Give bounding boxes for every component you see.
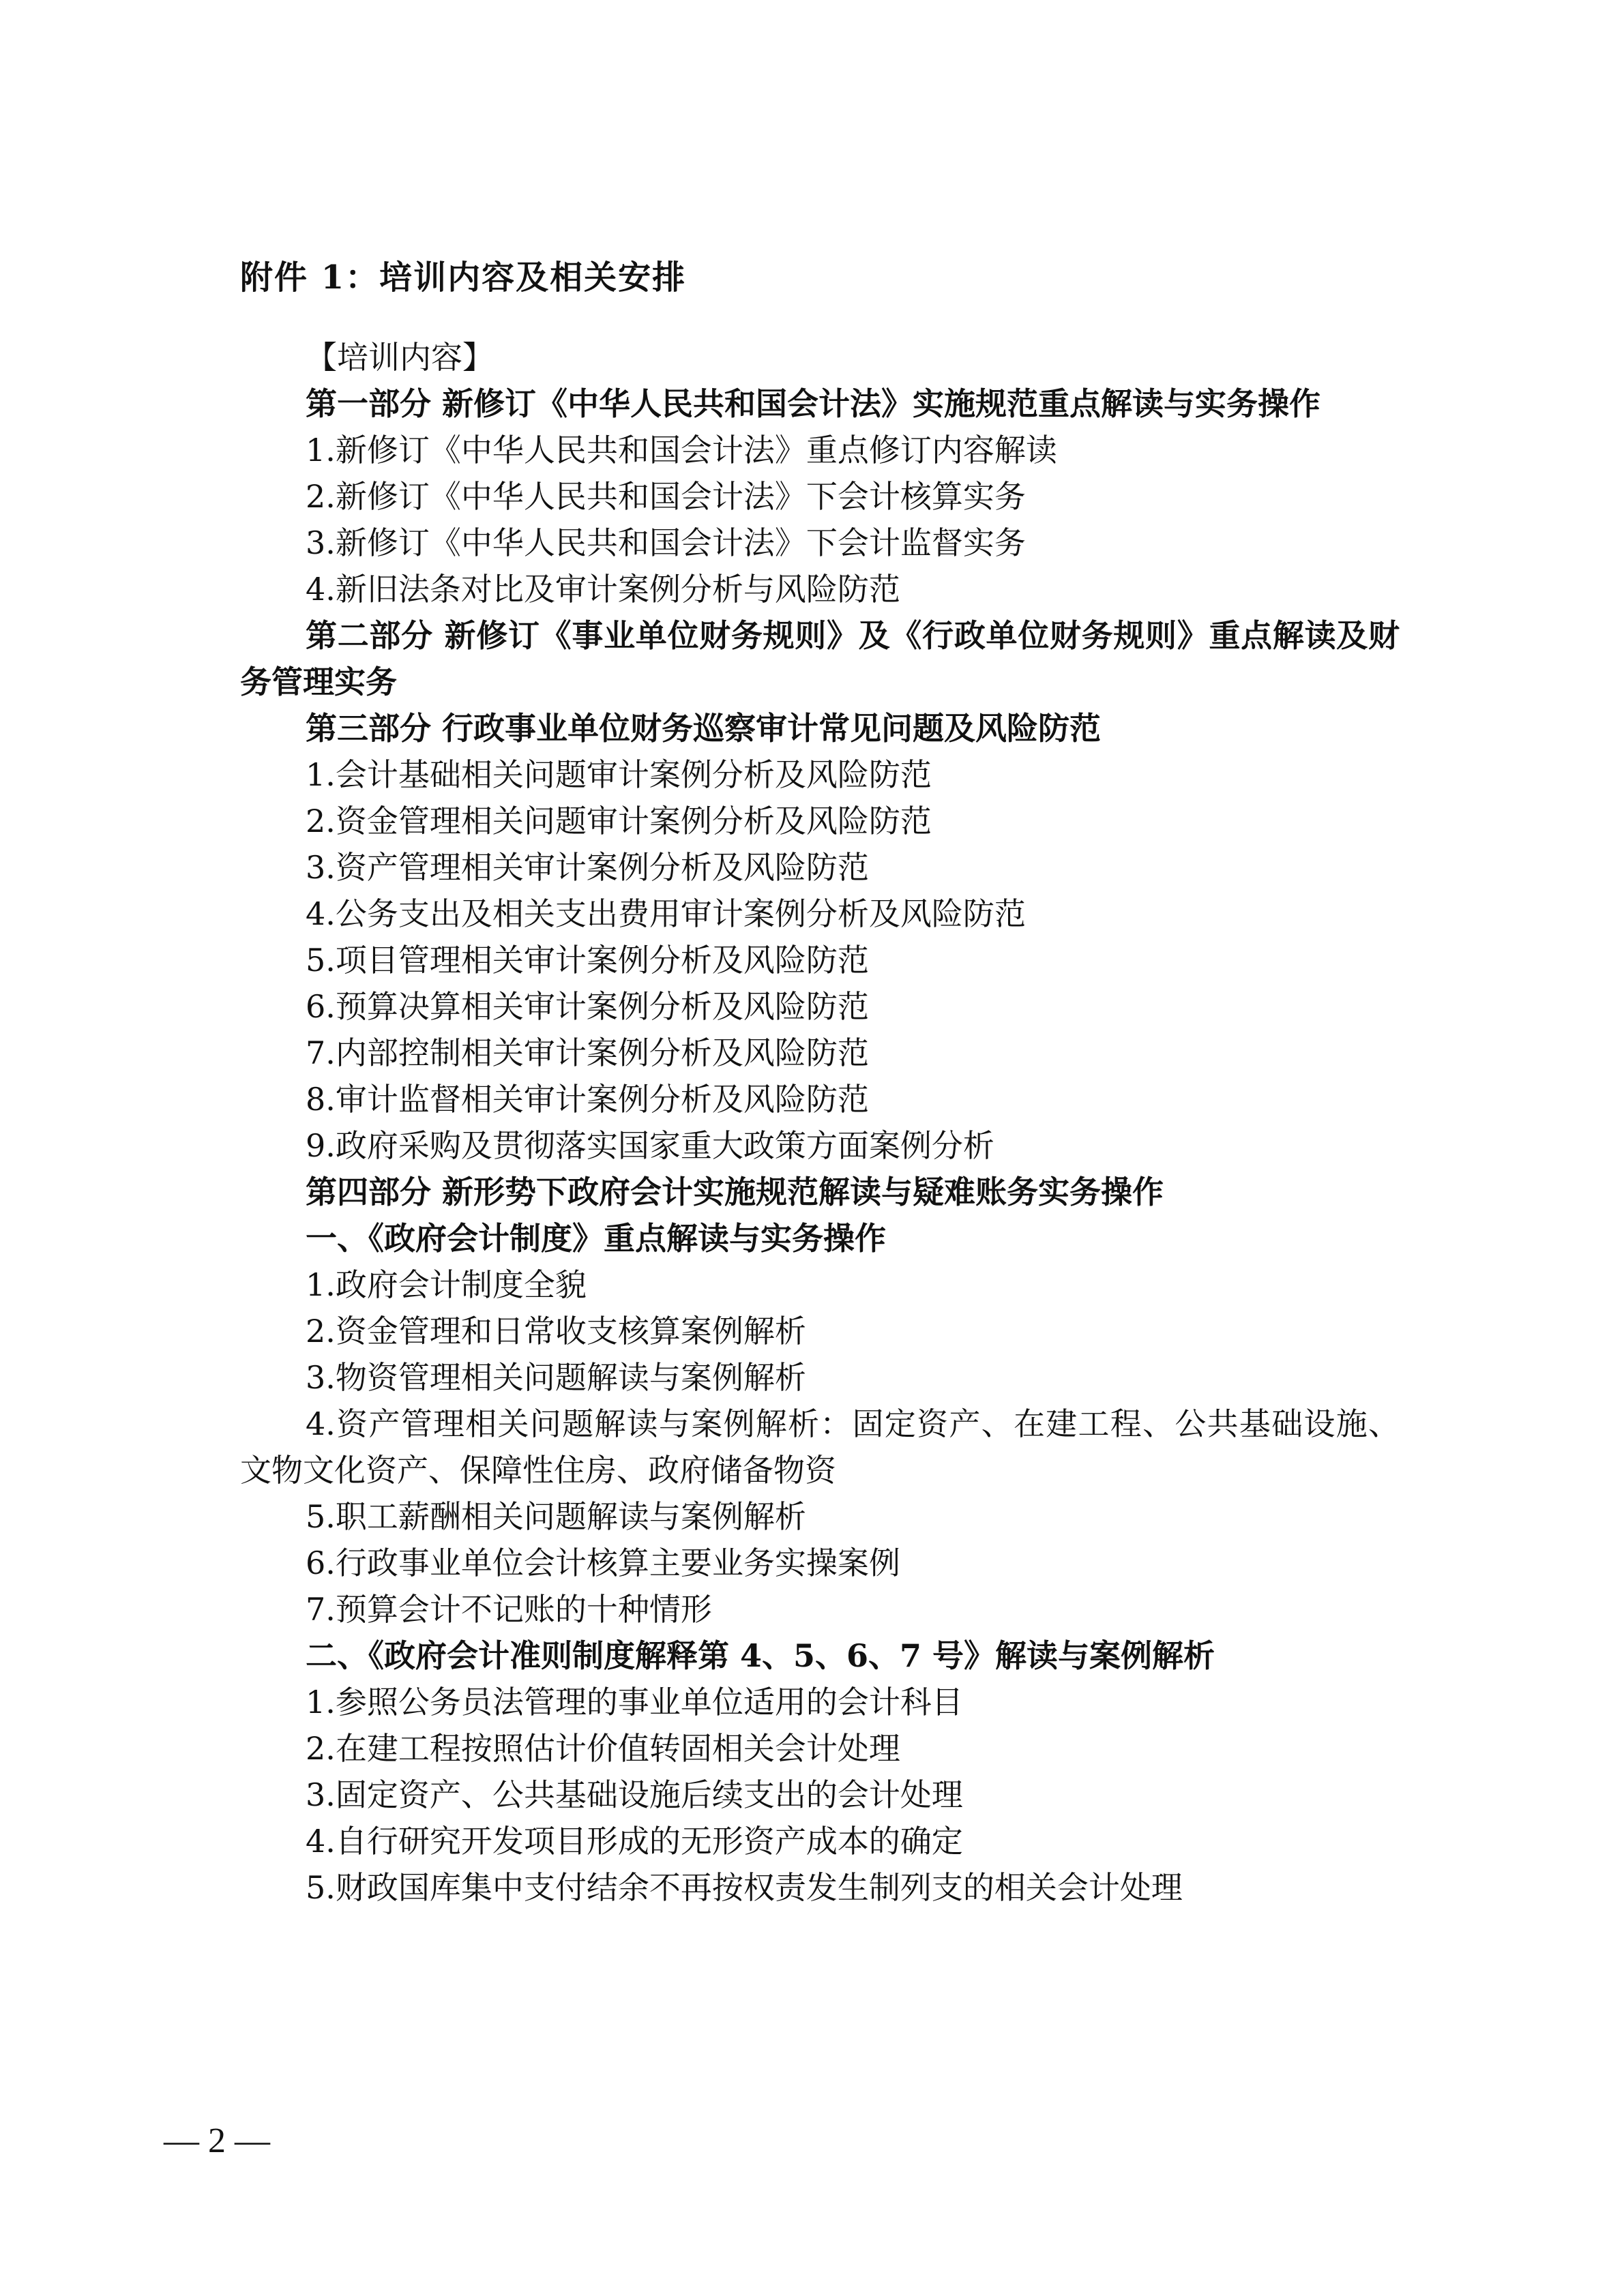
part4-sub2-item: 2.在建工程按照估计价值转固相关会计处理 [306, 1730, 900, 1767]
part4-title: 第四部分 新形势下政府会计实施规范解读与疑难账务实务操作 [306, 1174, 1164, 1210]
part1-title: 第一部分 新修订《中华人民共和国会计法》实施规范重点解读与实务操作 [306, 385, 1321, 422]
part4-sub2-title: 二、《政府会计准则制度解释第 4、5、6、7 号》解读与案例解析 [306, 1637, 1215, 1674]
part3-item: 5.项目管理相关审计案例分析及风险防范 [306, 942, 869, 979]
part3-item: 9.政府采购及贯彻落实国家重大政策方面案例分析 [306, 1127, 994, 1164]
part3-item: 8.审计监督相关审计案例分析及风险防范 [306, 1081, 869, 1118]
part3-title: 第三部分 行政事业单位财务巡察审计常见问题及风险防范 [306, 710, 1102, 747]
part4-sub1-title: 一、《政府会计制度》重点解读与实务操作 [306, 1220, 886, 1257]
part1-item: 2.新修订《中华人民共和国会计法》下会计核算实务 [306, 478, 1026, 515]
part4-sub2-item: 1.参照公务员法管理的事业单位适用的会计科目 [306, 1684, 963, 1720]
attachment-title: 附件 1：培训内容及相关安排 [240, 258, 687, 297]
part1-item: 1.新修订《中华人民共和国会计法》重点修订内容解读 [306, 432, 1057, 468]
part4-sub1-item: 3.物资管理相关问题解读与案例解析 [306, 1359, 806, 1396]
part3-item: 2.资金管理相关问题审计案例分析及风险防范 [306, 803, 932, 839]
section-header: 【培训内容】 [306, 339, 494, 376]
part4-sub1-item: 1.政府会计制度全貌 [306, 1266, 587, 1303]
part3-item: 4.公务支出及相关支出费用审计案例分析及风险防范 [306, 895, 1026, 932]
part4-sub2-item: 4.自行研究开发项目形成的无形资产成本的确定 [306, 1823, 963, 1860]
part3-item: 7.内部控制相关审计案例分析及风险防范 [306, 1034, 869, 1071]
part2-title: 第二部分 新修订《事业单位财务规则》及《行政单位财务规则》重点解读及财务管理实务 [240, 617, 1400, 700]
part1-item: 4.新旧法条对比及审计案例分析与风险防范 [306, 571, 900, 608]
part4-sub1-item: 5.职工薪酬相关问题解读与案例解析 [306, 1498, 806, 1535]
document-body [240, 334, 1400, 1911]
part4-sub2-item: 3.固定资产、公共基础设施后续支出的会计处理 [306, 1776, 963, 1813]
part4-sub1-item: 2.资金管理和日常收支核算案例解析 [306, 1313, 806, 1350]
part4-sub2-item: 5.财政国库集中支付结余不再按权责发生制列支的相关会计处理 [306, 1869, 1183, 1906]
part1-item: 3.新修订《中华人民共和国会计法》下会计监督实务 [306, 524, 1026, 561]
page-number: — 2 — [164, 2121, 270, 2160]
part3-item: 1.会计基础相关问题审计案例分析及风险防范 [306, 756, 932, 793]
part3-item: 6.预算决算相关审计案例分析及风险防范 [306, 988, 869, 1025]
part4-sub1-item: 4.资产管理相关问题解读与案例解析：固定资产、在建工程、公共基础设施、文物文化资产、保障性住房、政府储备物资 [240, 1405, 1400, 1489]
part4-sub1-item: 6.行政事业单位会计核算主要业务实操案例 [306, 1545, 900, 1581]
part4-sub1-item: 7.预算会计不记账的十种情形 [306, 1591, 712, 1628]
part3-item: 3.资产管理相关审计案例分析及风险防范 [306, 849, 869, 886]
